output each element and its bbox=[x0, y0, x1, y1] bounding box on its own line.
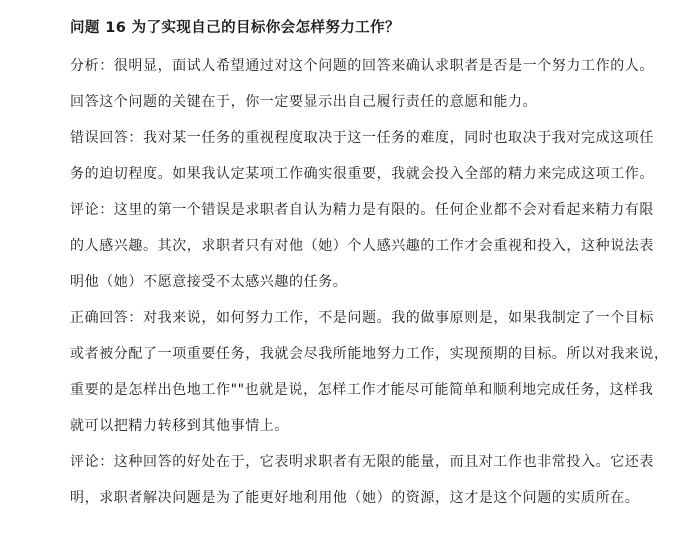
correct-answer-line-4: 就可以把精力转移到其他事情上。 bbox=[70, 418, 289, 434]
question-title: 问题 16 为了实现自己的目标你会怎样努力工作？ bbox=[70, 20, 400, 36]
comment-1-line-2: 的人感兴趣。其次，求职者只有对他（她）个人感兴趣的工作才会重视和投入，这种说法表 bbox=[70, 238, 654, 254]
analysis-line-1: 分析：很明显，面试人希望通过对这个问题的回答来确认求职者是否是一个努力工作的人。 bbox=[70, 58, 654, 74]
comment-2-line-2: 明，求职者解决问题是为了能更好地利用他（她）的资源，这才是这个问题的实质所在。 bbox=[70, 490, 640, 506]
wrong-answer-line-2: 务的迫切程度。如果我认定某项工作确实很重要，我就会投入全部的精力来完成这项工作。 bbox=[70, 166, 654, 182]
comment-1-line-3: 明他（她）不愿意接受不太感兴趣的任务。 bbox=[70, 274, 348, 290]
comment-1-line-1: 评论：这里的第一个错误是求职者自认为精力是有限的。任何企业都不会对看起来精力有限 bbox=[70, 202, 654, 218]
analysis-line-2: 回答这个问题的关键在于，你一定要显示出自己履行责任的意愿和能力。 bbox=[70, 94, 538, 110]
correct-answer-line-1: 正确回答：对我来说，如何努力工作，不是问题。我的做事原则是，如果我制定了一个目标 bbox=[70, 310, 654, 326]
comment-2-line-1: 评论：这种回答的好处在于，它表明求职者有无限的能量，而且对工作也非常投入。它还表 bbox=[70, 454, 654, 470]
wrong-answer-line-1: 错误回答：我对某一任务的重视程度取决于这一任务的难度，同时也取决于我对完成这项任 bbox=[70, 130, 654, 146]
correct-answer-line-2: 或者被分配了一项重要任务，我就会尽我所能地努力工作，实现预期的目标。所以对我来说， bbox=[70, 346, 669, 362]
correct-answer-line-3: 重要的是怎样出色地工作""也就是说，怎样工作才能尽可能简单和顺利地完成任务，这样我 bbox=[70, 382, 654, 398]
